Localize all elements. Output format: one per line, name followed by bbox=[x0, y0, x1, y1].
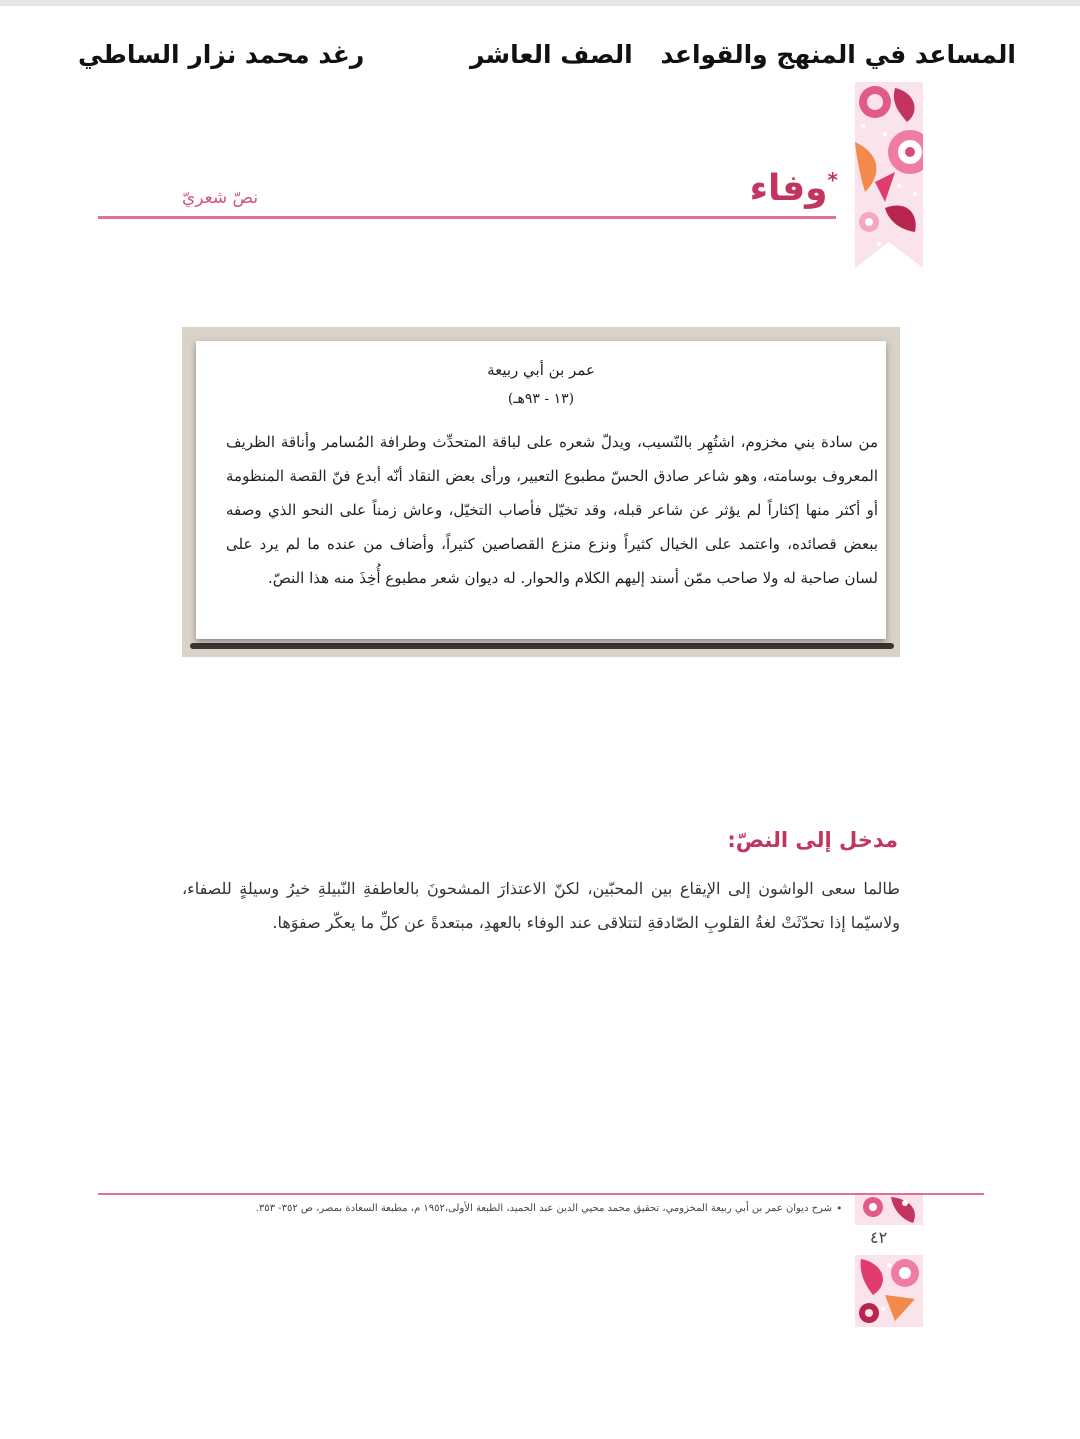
grade-label: الصف العاشر bbox=[470, 40, 633, 69]
page-number: ٤٢ bbox=[870, 1228, 888, 1247]
top-bar bbox=[0, 0, 1080, 6]
title-divider bbox=[98, 216, 836, 219]
ornament-ribbon-top bbox=[855, 82, 923, 268]
lesson-title-text: وفاء bbox=[749, 168, 828, 209]
lesson-title bbox=[750, 168, 838, 209]
book-title: المساعد في المنهج والقواعد bbox=[660, 40, 1016, 69]
poet-bio-card bbox=[196, 341, 886, 639]
poet-name: عمر بن أبي ربيعة bbox=[487, 361, 595, 379]
poet-years: (١٣ - ٩٣هـ) bbox=[507, 391, 575, 407]
bio-shadow bbox=[190, 643, 894, 649]
ornament-ribbon-bottom bbox=[855, 1255, 923, 1327]
poet-bio-frame bbox=[182, 327, 900, 657]
footnote-bullet: • bbox=[836, 1202, 843, 1215]
author-name: رغد محمد نزار الساطي bbox=[78, 40, 365, 69]
title-footnote-mark: * bbox=[827, 168, 838, 192]
intro-paragraph: طالما سعى الواشون إلى الإيقاع بين المحبّين، لكنّ الاعتذارَ المشحونَ بالعاطفةِ النّبيلةِ خيرُ وسيلةٍ للصفاء، ولاسيّما إذا تحدّثَتْ لغةُ القلوبِ الصّادقةِ لتتلاقى عند الوفاء بالعهدِ، مبتعدةً عن كلِّ ما يعكّر صفوَها. bbox=[182, 879, 901, 932]
lesson-type: نصّ شعريّ bbox=[182, 188, 259, 208]
ornament-ribbon-footer bbox=[855, 1195, 923, 1225]
footnote-text: شرح ديوان عمر بن أبي ربيعة المخزومي، تحقيق محمد محيي الدين عبد الحميد، الطبعة الأولى،١٩٥٢ م، مطبعة السعادة بمصر، ص ٣٥٢- ٣٥٣. bbox=[255, 1203, 832, 1214]
poet-bio-text: من سادة بني مخزوم، اشتُهِر بالنّسيب، ويدلّ شعره على لباقة المتحدِّث وطرافة المُسامر وأناقة الظريف المعروف بوسامته، وهو شاعر صادق الحسّ مطبوع التعبير، ورأى بعض النقاد أنّه أبدع فنّ القصة المنظومة أو أكثر منها إكثاراً لم يؤثر عن شاعر قبله، وقد تخيّل فأصاب التخيّل، وعاش زمناً على النحو الذي وصفه ببعض قصائده، واعتمد على الخيال كثيراً ونزع منزع القصاصين كثيراً، وأضاف من عنده ما لم يرد على لسان صاحبة له ولا صاحب ممّن أسند إليهم الكلام والحوار. له ديوان شعر مطبوع أُخِذَ منه هذا النصّ. bbox=[226, 433, 878, 587]
intro-heading: مدخل إلى النصّ: bbox=[727, 828, 898, 852]
footer-divider bbox=[98, 1193, 984, 1195]
